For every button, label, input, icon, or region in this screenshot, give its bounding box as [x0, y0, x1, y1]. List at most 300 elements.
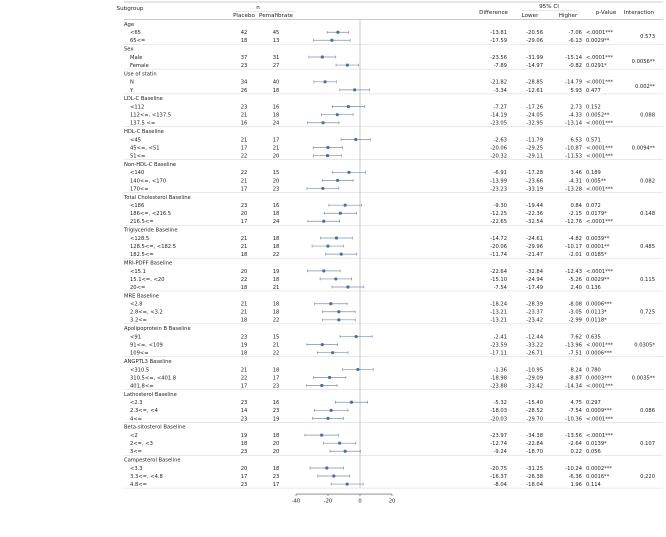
ci-lower-value: -29.96 [526, 243, 543, 250]
ci-lower-value: -17.28 [526, 170, 543, 177]
estimate-point [325, 466, 328, 469]
table-rules [124, 2, 663, 488]
placebo-n: 23 [240, 62, 248, 69]
p-value: 0.0029** [586, 38, 610, 45]
estimate-point [354, 138, 357, 141]
estimate-point [355, 335, 358, 338]
interaction-p-value: 0.573 [640, 34, 655, 41]
estimate-point [330, 409, 333, 412]
p-value: 0.056 [586, 449, 601, 456]
pemafibrate-n: 17 [272, 137, 280, 144]
estimate-point [329, 302, 332, 305]
plot-area [305, 20, 373, 489]
pemafibrate-n: 20 [272, 441, 280, 448]
group-title: HDL-C Baseline [124, 129, 164, 136]
pemafibrate-n: 18 [272, 211, 280, 218]
difference-value: -20.06 [490, 243, 507, 250]
difference-value: -7.89 [493, 62, 507, 69]
placebo-n: 21 [240, 301, 248, 308]
row-label: 4<= [130, 416, 142, 423]
placebo-n: 17 [240, 219, 248, 226]
interaction-p-value: 0.0305* [634, 342, 655, 349]
row-label: 2<=, <3 [130, 441, 153, 448]
row-label: <112 [130, 104, 145, 111]
estimate-point [356, 368, 359, 371]
x-tick-label: -20 [323, 498, 333, 505]
row-label: 45<=, <51 [130, 145, 160, 152]
estimate-point [339, 212, 342, 215]
pemafibrate-n: 18 [272, 243, 280, 250]
p-value: <.0001*** [586, 120, 613, 127]
placebo-n: 23 [240, 203, 248, 210]
row-label: <15.1 [130, 268, 146, 275]
ci-higher-value: -10.17 [565, 243, 582, 250]
group-title: Age [124, 21, 135, 28]
estimate-point [331, 351, 334, 354]
pemafibrate-n: 16 [272, 203, 280, 210]
difference-value: -12.25 [490, 211, 507, 218]
row-label: 109<= [130, 350, 149, 357]
pemafibrate-n: 22 [272, 252, 280, 259]
estimate-point [335, 236, 338, 239]
difference-value: -13.81 [490, 30, 507, 37]
estimate-point [320, 434, 323, 437]
p-value: <.0001*** [586, 153, 613, 160]
ci-lower-value: -32.84 [526, 268, 543, 275]
pemafibrate-n: 17 [272, 375, 280, 382]
header-placebo: Placebo [233, 13, 255, 19]
ci-lower-value: -29.70 [526, 416, 543, 423]
p-value: 0.0006*** [586, 350, 612, 357]
ci-lower-value: -32.95 [526, 120, 543, 127]
placebo-n: 26 [240, 87, 248, 94]
pemafibrate-n: 15 [272, 170, 280, 177]
ci-higher-value: 7.62 [570, 334, 582, 341]
p-value: <.0001*** [586, 79, 613, 86]
ci-lower-value: -29.09 [526, 375, 543, 382]
ci-higher-value: -13.14 [565, 120, 582, 127]
x-axis [292, 494, 396, 505]
ci-lower-value: -28.52 [526, 408, 543, 415]
group-title: Total Cholesterol Baseline [124, 194, 191, 201]
ci-higher-value: -12.43 [565, 268, 582, 275]
interaction-p-value: 0.107 [640, 441, 655, 448]
row-label: 186<=, <216.5 [130, 211, 172, 218]
row-label: 310.5<=, <401.8 [130, 375, 177, 382]
ci-higher-value: -8.08 [568, 301, 582, 308]
ci-higher-value: -7.51 [568, 350, 582, 357]
pemafibrate-n: 18 [272, 301, 280, 308]
placebo-n: 23 [240, 334, 248, 341]
estimate-point [332, 474, 335, 477]
group-title: Use of statin [124, 71, 157, 78]
header-difference: Difference [479, 10, 508, 16]
estimate-point [322, 121, 325, 124]
row-label: Female [130, 62, 149, 69]
x-tick-label: -40 [291, 498, 301, 505]
difference-value: -14.72 [490, 235, 507, 242]
p-value: 0.571 [586, 137, 601, 144]
ci-lower-value: -31.99 [526, 54, 543, 61]
ci-lower-value: -24.94 [526, 276, 543, 283]
row-label: 51<= [130, 153, 146, 160]
p-value: 0.114 [586, 481, 601, 488]
ci-lower-value: -23.37 [526, 309, 543, 316]
row-label: <186 [130, 203, 145, 210]
p-value: <.0001*** [586, 433, 613, 440]
pemafibrate-n: 20 [272, 153, 280, 160]
pemafibrate-n: 23 [272, 473, 280, 480]
ci-lower-value: -33.42 [526, 383, 543, 390]
placebo-n: 21 [240, 178, 248, 185]
pemafibrate-n: 45 [272, 30, 280, 37]
placebo-n: 18 [240, 441, 248, 448]
group-title: Beta-sitosterol Baseline [124, 424, 186, 431]
ci-lower-value: -17.26 [526, 104, 543, 111]
row-label: <310.5 [130, 367, 150, 374]
pemafibrate-n: 23 [272, 186, 280, 193]
p-value: 0.0029** [586, 276, 610, 283]
pemafibrate-n: 18 [272, 433, 280, 440]
difference-value: -5.32 [493, 400, 507, 407]
pemafibrate-n: 23 [272, 408, 280, 415]
placebo-n: 23 [240, 449, 248, 456]
table-header [117, 4, 655, 19]
difference-value: -17.59 [490, 38, 507, 45]
interaction-p-value: 0.148 [640, 211, 655, 218]
pemafibrate-n: 16 [272, 104, 280, 111]
placebo-n: 18 [240, 350, 248, 357]
difference-value: -15.10 [490, 276, 507, 283]
group-title: MRE Baseline [124, 293, 160, 300]
ci-higher-value: -7.54 [568, 408, 582, 415]
ci-higher-value: -10.87 [565, 145, 582, 152]
row-label: 20<= [130, 284, 146, 291]
ci-higher-value: -5.26 [568, 276, 582, 283]
ci-higher-value: -4.33 [568, 112, 582, 119]
group-title: MRI-PDFF Baseline [124, 260, 173, 267]
estimate-point [330, 39, 333, 42]
difference-value: -7.27 [493, 104, 507, 111]
pemafibrate-n: 16 [272, 400, 280, 407]
pemafibrate-n: 19 [272, 416, 280, 423]
placebo-n: 23 [240, 104, 248, 111]
placebo-n: 21 [240, 112, 248, 119]
ci-higher-value: 0.84 [570, 203, 582, 210]
estimate-point [328, 376, 331, 379]
pemafibrate-n: 21 [272, 342, 280, 349]
pemafibrate-n: 18 [272, 309, 280, 316]
estimate-point [334, 277, 337, 280]
estimate-point [346, 285, 349, 288]
p-value: 0.0003*** [586, 375, 612, 382]
difference-value: -20.75 [490, 465, 507, 472]
difference-value: -18.24 [490, 301, 507, 308]
row-label: 401.8<= [130, 383, 154, 390]
p-value: 0.136 [586, 284, 601, 291]
pemafibrate-n: 17 [272, 481, 280, 488]
ci-higher-value: -13.28 [565, 186, 582, 193]
header-n: n [256, 5, 260, 11]
row-label: 3.3<=, <4.8 [130, 473, 163, 480]
ci-lower-value: -26.71 [526, 350, 543, 357]
row-label: <45 [130, 137, 141, 144]
ci-higher-value: -11.53 [565, 153, 582, 160]
estimate-point [336, 31, 339, 34]
p-value: <.0001*** [586, 416, 613, 423]
difference-value: -20.06 [490, 145, 507, 152]
placebo-n: 20 [240, 211, 248, 218]
p-value: 0.0001** [586, 243, 610, 250]
row-label: 2.3<=, <4 [130, 408, 158, 415]
row-label: <140 [130, 170, 145, 177]
p-value: 0.0052** [586, 112, 610, 119]
header-pemafibrate: Pemafibrate [259, 13, 293, 19]
ci-lower-value: -26.38 [526, 473, 543, 480]
ci-lower-value: -23.66 [526, 178, 543, 185]
p-value: <.0001*** [586, 54, 613, 61]
group-title: ANGPTL3 Baseline [124, 359, 172, 365]
ci-higher-value: -12.76 [565, 219, 582, 226]
ci-higher-value: -2.99 [568, 317, 582, 324]
p-value: 0.005** [586, 178, 607, 185]
pemafibrate-n: 18 [272, 465, 280, 472]
p-value: 0.477 [586, 87, 601, 94]
difference-value: -3.34 [493, 87, 507, 94]
difference-value: -2.41 [493, 334, 507, 341]
difference-value: -12.74 [490, 441, 507, 448]
placebo-n: 18 [240, 284, 248, 291]
ci-lower-value: -18.04 [526, 481, 543, 488]
ci-lower-value: -33.19 [526, 186, 543, 193]
row-label: Male [130, 54, 143, 61]
difference-value: -7.54 [493, 284, 507, 291]
pemafibrate-n: 31 [272, 54, 280, 61]
p-value: 0.0185* [586, 252, 607, 259]
pemafibrate-n: 24 [272, 219, 280, 226]
placebo-n: 16 [240, 120, 248, 127]
placebo-n: 17 [240, 473, 248, 480]
difference-value: -2.63 [493, 137, 507, 144]
group-title: Non-HDL-C Baseline [124, 161, 177, 168]
ci-lower-value: -32.54 [526, 219, 543, 226]
ci-higher-value: -15.14 [565, 54, 582, 61]
interaction-p-value: 0.485 [640, 243, 655, 250]
pemafibrate-n: 40 [272, 79, 280, 86]
difference-value: -20.03 [490, 416, 507, 423]
interaction-p-value: 0.086 [640, 408, 655, 415]
pemafibrate-n: 18 [272, 276, 280, 283]
p-value: 0.0006*** [586, 301, 612, 308]
ci-lower-value: -10.95 [526, 367, 543, 374]
pemafibrate-n: 23 [272, 383, 280, 390]
estimate-point [336, 179, 339, 182]
placebo-n: 22 [240, 153, 248, 160]
ci-lower-value: -31.25 [526, 465, 543, 472]
ci-higher-value: -13.96 [565, 342, 582, 349]
difference-value: -9.30 [493, 203, 507, 210]
ci-higher-value: -3.05 [568, 309, 582, 316]
row-label: <2 [130, 433, 138, 440]
difference-value: -8.04 [493, 481, 507, 488]
x-tick-label: 20 [388, 498, 396, 505]
ci-lower-value: -19.44 [526, 203, 543, 210]
row-label: 137.5 <= [130, 120, 156, 127]
placebo-n: 17 [240, 186, 248, 193]
difference-value: -6.91 [493, 170, 507, 177]
pemafibrate-n: 20 [272, 449, 280, 456]
ci-lower-value: -22.84 [526, 441, 543, 448]
estimate-point [338, 442, 341, 445]
p-value: 0.189 [586, 170, 601, 177]
ci-higher-value: 3.46 [570, 170, 582, 177]
estimate-point [347, 105, 350, 108]
ci-higher-value: -13.56 [565, 433, 582, 440]
ci-higher-value: -6.36 [568, 473, 582, 480]
difference-value: -18.98 [490, 375, 507, 382]
estimate-point [322, 269, 325, 272]
estimate-point [323, 80, 326, 83]
difference-value: -23.56 [490, 54, 507, 61]
x-tick-label: 0 [358, 498, 362, 505]
ci-higher-value: -14.79 [565, 79, 582, 86]
p-value: 0.0039** [586, 235, 610, 242]
p-value: <.0001*** [586, 186, 613, 193]
difference-value: -23.97 [490, 433, 507, 440]
interaction-p-value: 0.115 [640, 276, 655, 283]
pemafibrate-n: 15 [272, 334, 280, 341]
estimate-point [326, 244, 329, 247]
difference-value: -23.05 [490, 120, 507, 127]
estimate-point [337, 318, 340, 321]
difference-value: -9.24 [493, 449, 507, 456]
placebo-n: 18 [240, 38, 248, 45]
row-label: <2.8 [130, 301, 143, 308]
header-higher: Higher [558, 13, 578, 19]
pemafibrate-n: 18 [272, 87, 280, 94]
ci-higher-value: -2.01 [568, 252, 582, 259]
group-title: Triglyceride Baseline [124, 227, 178, 234]
ci-higher-value: -8.87 [568, 375, 582, 382]
row-label: <91 [130, 334, 141, 341]
group-title: Sex [124, 46, 134, 53]
difference-value: -21.82 [490, 79, 507, 86]
row-label: 128.5<=, <182.5 [130, 243, 177, 250]
interaction-p-value: 0.0035** [631, 375, 655, 382]
row-label: 182.5<= [130, 252, 154, 259]
row-label: 3<= [130, 449, 142, 456]
ci-lower-value: -28.85 [526, 79, 543, 86]
row-label: 15.1<=, <20 [130, 276, 165, 283]
placebo-n: 14 [240, 408, 248, 415]
ci-higher-value: -0.82 [568, 62, 582, 69]
estimate-point [326, 154, 329, 157]
ci-lower-value: -29.11 [526, 153, 543, 160]
interaction-p-value: 0.0094** [631, 145, 655, 152]
ci-higher-value: 0.22 [570, 449, 582, 456]
p-value: 0.0016** [586, 473, 610, 480]
p-value: 0.780 [586, 367, 601, 374]
placebo-n: 18 [240, 317, 248, 324]
placebo-n: 34 [240, 79, 248, 86]
ci-lower-value: -15.40 [526, 400, 543, 407]
p-value: <.0001*** [586, 342, 613, 349]
pemafibrate-n: 21 [272, 284, 280, 291]
estimate-point [321, 55, 324, 58]
interaction-p-value: 0.220 [640, 473, 655, 480]
placebo-n: 17 [240, 145, 248, 152]
pemafibrate-n: 22 [272, 350, 280, 357]
placebo-n: 22 [240, 170, 248, 177]
estimate-point [337, 310, 340, 313]
header-pvalue: p-Value [595, 10, 617, 16]
group-title: Apolipoprotein B Baseline [124, 326, 191, 333]
p-value: <.0001*** [586, 30, 613, 37]
difference-value: -17.11 [490, 350, 507, 357]
ci-lower-value: -29.06 [526, 38, 543, 45]
row-label: 140<=, <170 [130, 178, 167, 185]
group-title: Campesterol Baseline [124, 457, 181, 464]
estimate-point [346, 482, 349, 485]
row-label: Y [130, 87, 134, 94]
ci-lower-value: -18.70 [526, 449, 543, 456]
p-value: 0.072 [586, 203, 601, 210]
pemafibrate-n: 27 [272, 62, 280, 69]
ci-lower-value: -24.05 [526, 112, 543, 119]
pemafibrate-n: 19 [272, 268, 280, 275]
ci-lower-value: -12.44 [526, 334, 543, 341]
ci-lower-value: -23.42 [526, 317, 543, 324]
pemafibrate-n: 24 [272, 120, 280, 127]
p-value: <.0001*** [586, 383, 613, 390]
pemafibrate-n: 22 [272, 317, 280, 324]
placebo-n: 23 [240, 400, 248, 407]
difference-value: -18.03 [490, 408, 507, 415]
estimate-point [350, 401, 353, 404]
ci-higher-value: -2.64 [568, 441, 582, 448]
ci-higher-value: -6.13 [568, 38, 582, 45]
row-label: 91<=, <109 [130, 342, 163, 349]
estimate-point [353, 88, 356, 91]
row-label: 112<=, <137.5 [130, 112, 172, 119]
ci-higher-value: 8.24 [570, 367, 582, 374]
p-value: 0.0009*** [586, 408, 612, 415]
placebo-n: 20 [240, 465, 248, 472]
interaction-p-value: 0.0056** [631, 58, 655, 65]
interaction-p-value: 0.088 [640, 112, 655, 119]
table-body [123, 22, 655, 488]
ci-higher-value: -10.24 [565, 465, 582, 472]
row-label: 65<= [130, 38, 146, 45]
ci-lower-value: -14.97 [526, 62, 543, 69]
difference-value: -22.64 [490, 268, 507, 275]
ci-lower-value: -33.22 [526, 342, 543, 349]
difference-value: -23.88 [490, 383, 507, 390]
ci-higher-value: 1.96 [570, 481, 582, 488]
pemafibrate-n: 18 [272, 235, 280, 242]
pemafibrate-n: 18 [272, 367, 280, 374]
header-ci: 95% CI [539, 4, 559, 10]
ci-lower-value: -21.47 [526, 252, 543, 259]
placebo-n: 19 [240, 433, 248, 440]
estimate-point [336, 113, 339, 116]
placebo-n: 20 [240, 268, 248, 275]
p-value: 0.635 [586, 334, 601, 341]
ci-higher-value: -4.31 [568, 178, 582, 185]
estimate-point [322, 220, 325, 223]
ci-lower-value: -29.25 [526, 145, 543, 152]
row-label: 4.8<= [130, 481, 147, 488]
